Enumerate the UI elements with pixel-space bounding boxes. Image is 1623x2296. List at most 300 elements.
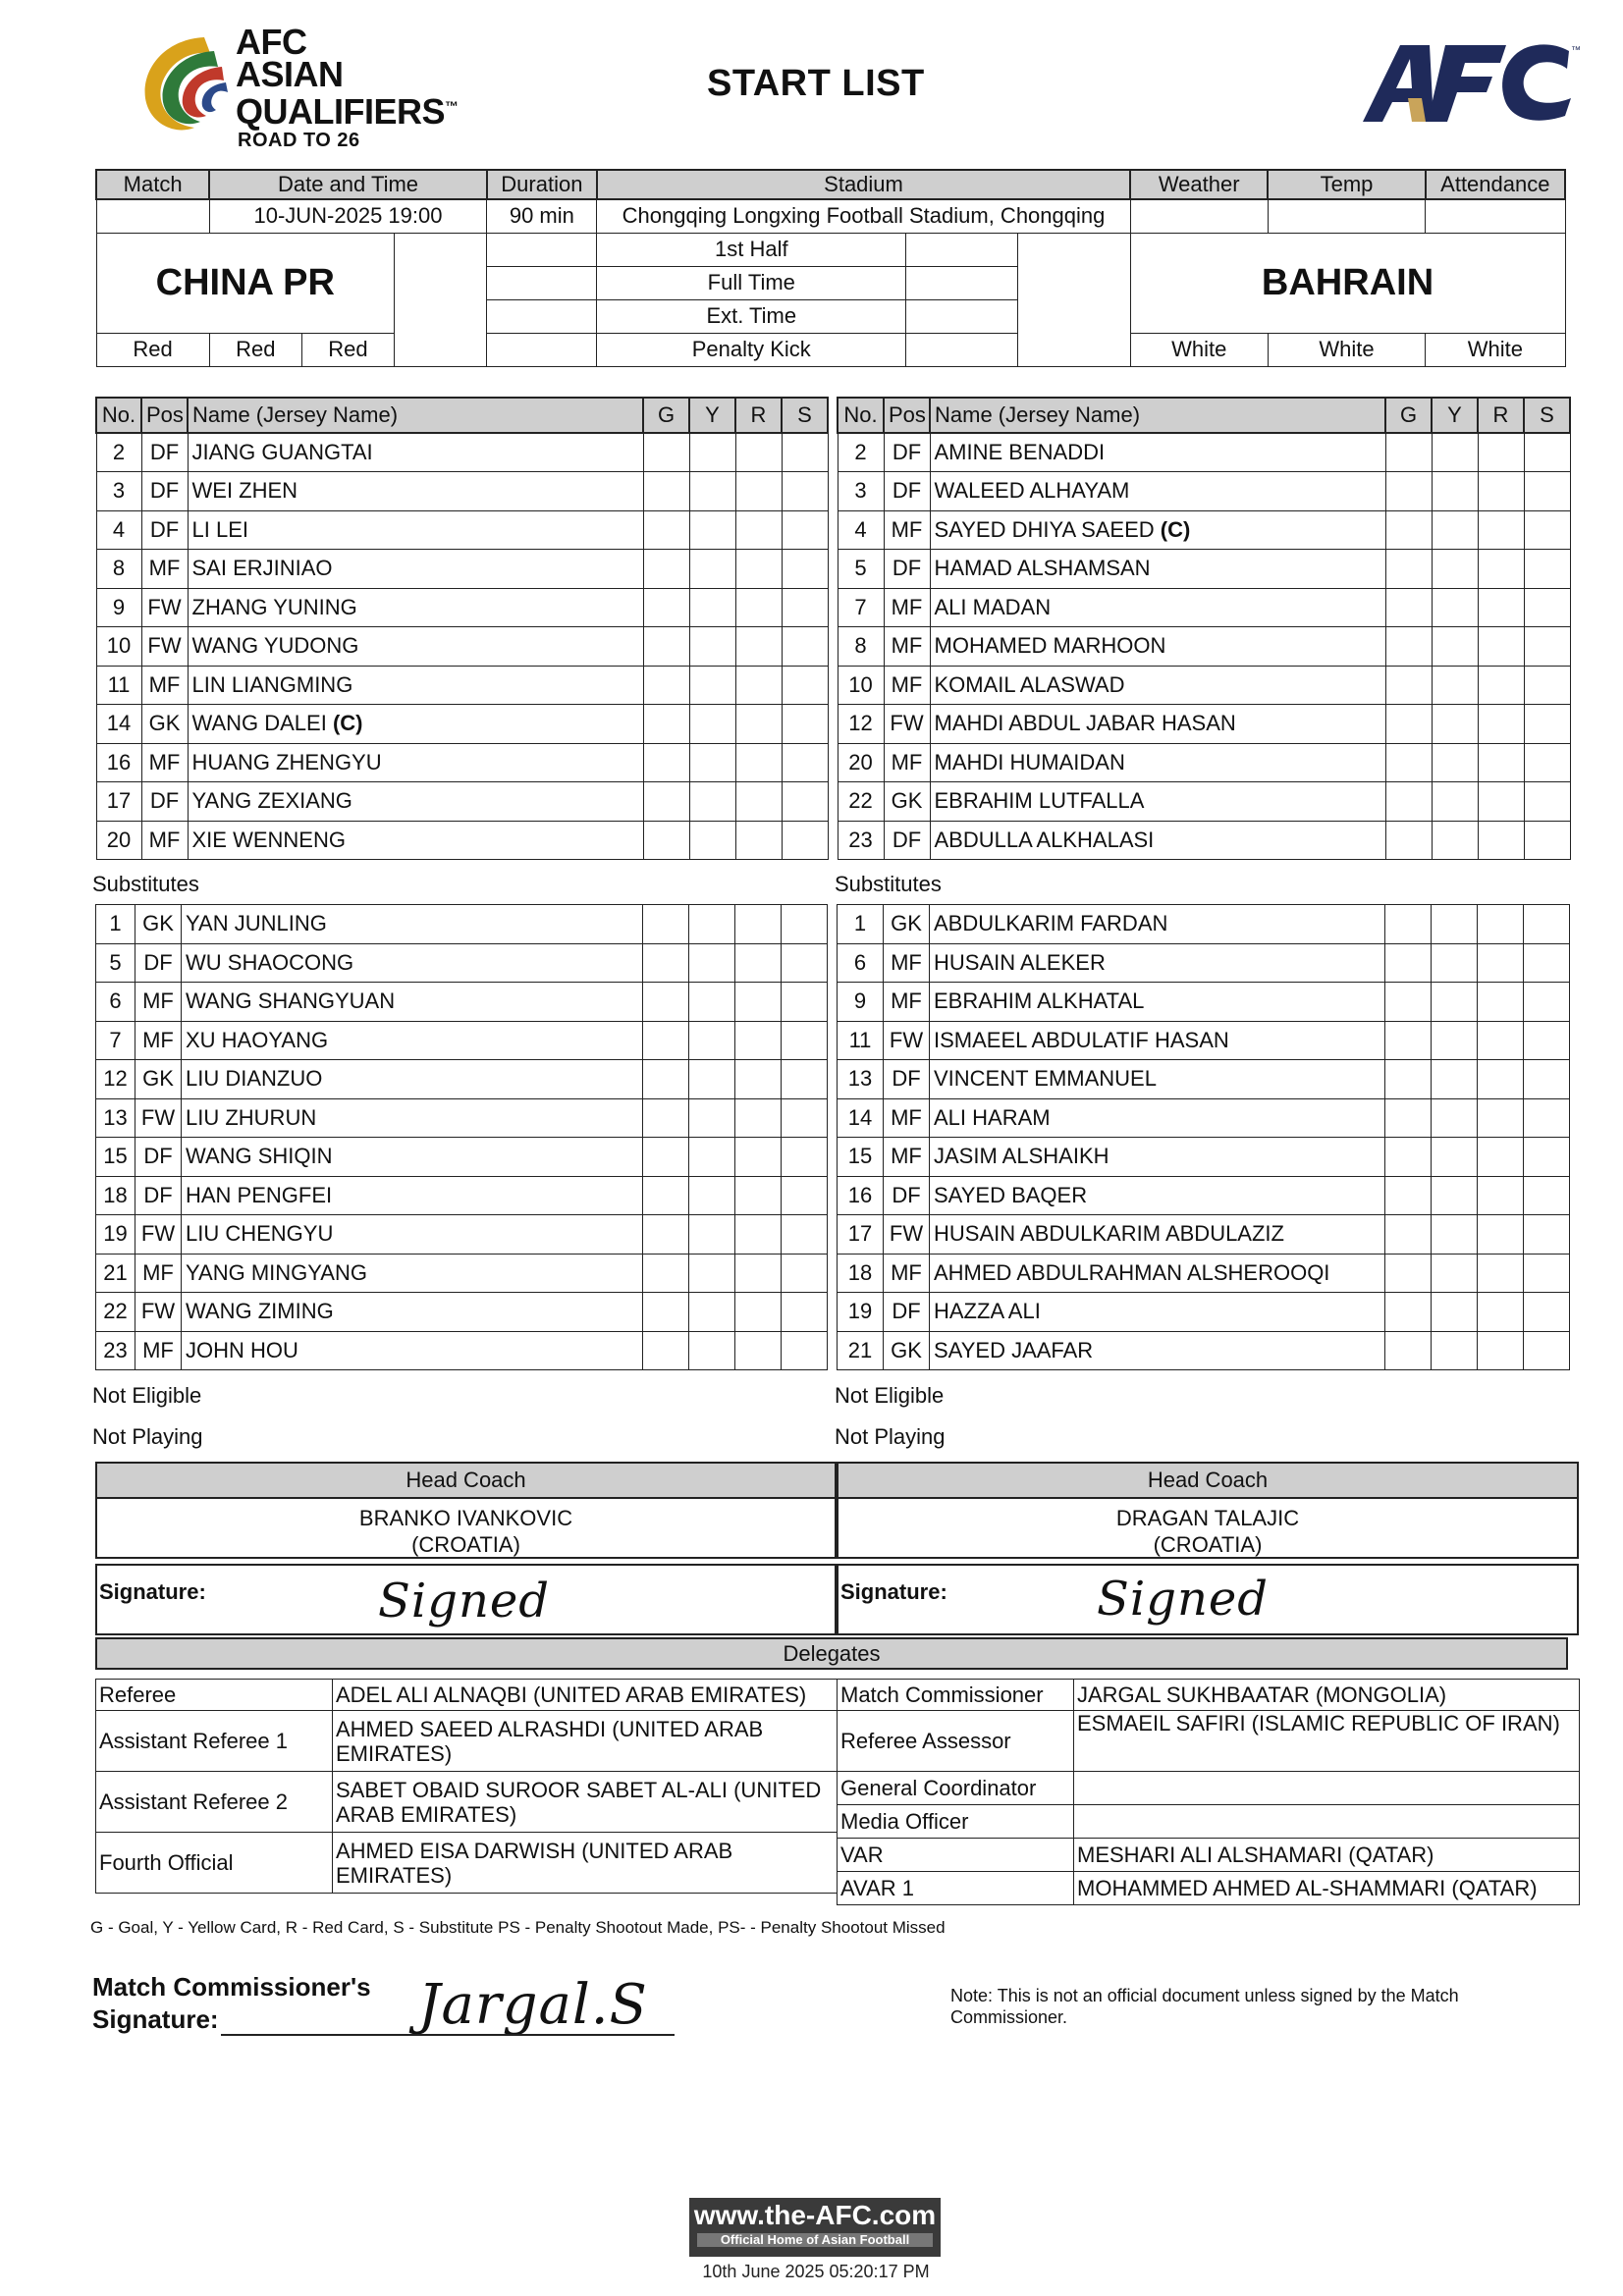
delegate-role: Fourth Official xyxy=(96,1833,333,1894)
player-no: 12 xyxy=(96,1060,135,1099)
player-name xyxy=(182,1060,643,1099)
player-g-cell xyxy=(1385,472,1432,511)
home-substitutes-table xyxy=(95,904,828,1370)
player-name-text: WANG DALEI xyxy=(191,711,327,736)
delegate-role: Assistant Referee 2 xyxy=(96,1772,333,1833)
player-row xyxy=(96,472,828,511)
player-y-cell xyxy=(689,743,735,782)
home-score-box xyxy=(395,233,487,366)
match-info-values-row xyxy=(96,199,1565,233)
player-y-cell xyxy=(689,905,735,944)
weather-value xyxy=(1130,199,1268,233)
player-row xyxy=(96,1331,828,1370)
player-name xyxy=(188,550,643,589)
player-y-cell xyxy=(1432,943,1478,983)
player-pos: MF xyxy=(884,1138,930,1177)
roster-header-r: R xyxy=(735,398,782,433)
player-name xyxy=(188,782,643,822)
player-s-cell xyxy=(782,1331,828,1370)
player-pos: MF xyxy=(884,743,930,782)
player-name xyxy=(930,782,1385,822)
delegate-row xyxy=(838,1772,1580,1805)
player-r-cell xyxy=(735,1293,782,1332)
player-pos: FW xyxy=(135,1098,182,1138)
delegate-row xyxy=(838,1839,1580,1872)
home-substitutes-label: Substitutes xyxy=(92,872,199,896)
player-s-cell xyxy=(1524,1331,1570,1370)
delegate-name xyxy=(1074,1772,1580,1805)
player-g-cell xyxy=(643,550,689,589)
player-name xyxy=(930,1215,1385,1255)
player-pos: DF xyxy=(884,1293,930,1332)
player-pos: GK xyxy=(141,705,188,744)
player-s-cell xyxy=(1524,1293,1570,1332)
player-name xyxy=(182,905,643,944)
player-no: 21 xyxy=(96,1254,135,1293)
player-y-cell xyxy=(689,1215,735,1255)
player-no: 9 xyxy=(96,588,141,627)
legend-text: G - Goal, Y - Yellow Card, R - Red Card, S - Substitute PS - Penalty Shootout Made, PS- - Penalty Shootout Missed xyxy=(90,1918,946,1937)
roster-header-y: Y xyxy=(1432,398,1478,433)
player-no: 15 xyxy=(96,1138,135,1177)
player-no: 22 xyxy=(96,1293,135,1332)
player-no: 8 xyxy=(96,550,141,589)
player-s-cell xyxy=(1524,743,1570,782)
player-name-text: HUSAIN ABDULKARIM ABDULAZIZ xyxy=(934,1221,1284,1247)
player-no: 3 xyxy=(838,472,884,511)
player-r-cell xyxy=(735,821,782,860)
player-r-cell xyxy=(735,550,782,589)
player-no: 19 xyxy=(96,1215,135,1255)
player-row xyxy=(96,1254,828,1293)
delegate-row xyxy=(838,1872,1580,1905)
player-s-cell xyxy=(1524,983,1570,1022)
temp-value xyxy=(1268,199,1425,233)
player-r-cell xyxy=(1478,1331,1524,1370)
player-y-cell xyxy=(1432,1060,1478,1099)
player-row xyxy=(96,433,828,472)
home-team-name: CHINA PR xyxy=(96,233,395,333)
player-no: 16 xyxy=(96,743,141,782)
stadium-value: Chongqing Longxing Football Stadium, Chongqing xyxy=(597,199,1130,233)
player-name xyxy=(930,705,1385,744)
player-pos: MF xyxy=(141,743,188,782)
away-not-playing-label: Not Playing xyxy=(835,1424,946,1449)
player-g-cell xyxy=(643,821,689,860)
player-row xyxy=(96,943,828,983)
player-pos: MF xyxy=(884,943,930,983)
player-row xyxy=(96,821,828,860)
player-no: 11 xyxy=(838,1021,884,1060)
player-r-cell xyxy=(1478,1215,1524,1255)
player-y-cell xyxy=(689,1021,735,1060)
delegate-row xyxy=(96,1772,838,1833)
player-name xyxy=(182,983,643,1022)
player-row xyxy=(838,588,1570,627)
player-name xyxy=(930,1138,1385,1177)
player-r-cell xyxy=(1478,943,1524,983)
player-y-cell xyxy=(1432,550,1478,589)
away-score-box xyxy=(1018,233,1130,366)
player-name-text: ZHANG YUNING xyxy=(191,594,357,619)
player-y-cell xyxy=(1432,705,1478,744)
player-s-cell xyxy=(1524,1098,1570,1138)
roster-header-g: G xyxy=(1385,398,1432,433)
player-name-text: HAN PENGFEI xyxy=(186,1182,333,1207)
player-name xyxy=(182,1254,643,1293)
player-s-cell xyxy=(1524,1021,1570,1060)
player-r-cell xyxy=(735,743,782,782)
player-row xyxy=(96,705,828,744)
player-name-text: SAYED JAAFAR xyxy=(934,1337,1094,1362)
player-name xyxy=(930,943,1385,983)
player-r-cell xyxy=(1478,550,1524,589)
player-name xyxy=(188,666,643,705)
duration-header: Duration xyxy=(487,170,597,199)
player-name xyxy=(930,743,1385,782)
player-y-cell xyxy=(1432,1021,1478,1060)
player-row xyxy=(96,905,828,944)
player-no: 14 xyxy=(96,705,141,744)
player-row xyxy=(96,983,828,1022)
player-row xyxy=(838,1254,1570,1293)
home-coach-box xyxy=(95,1462,837,1559)
player-g-cell xyxy=(643,510,689,550)
player-r-cell xyxy=(735,782,782,822)
player-y-cell xyxy=(1432,433,1478,472)
player-y-cell xyxy=(1432,1138,1478,1177)
player-row xyxy=(838,1331,1570,1370)
player-name-text: ISMAEEL ABDULATIF HASAN xyxy=(934,1027,1229,1052)
player-y-cell xyxy=(689,943,735,983)
duration-value: 90 min xyxy=(487,199,597,233)
player-row xyxy=(96,743,828,782)
player-r-cell xyxy=(1478,821,1524,860)
delegates-right-table xyxy=(837,1679,1580,1905)
player-g-cell xyxy=(643,1331,689,1370)
player-name-text: LIN LIANGMING xyxy=(191,671,353,697)
delegate-name: ADEL ALI ALNAQBI (UNITED ARAB EMIRATES) xyxy=(333,1680,838,1711)
player-r-cell xyxy=(1478,1060,1524,1099)
roster-header-row xyxy=(838,398,1570,433)
player-s-cell xyxy=(782,1215,828,1255)
roster-header-no: No. xyxy=(838,398,884,433)
player-row xyxy=(96,1138,828,1177)
player-r-cell xyxy=(735,905,782,944)
delegate-row xyxy=(838,1680,1580,1711)
player-g-cell xyxy=(1385,821,1432,860)
player-s-cell xyxy=(1524,1138,1570,1177)
delegate-name: ESMAEIL SAFIRI (ISLAMIC REPUBLIC OF IRAN) xyxy=(1074,1711,1580,1772)
player-s-cell xyxy=(1524,705,1570,744)
player-pos: MF xyxy=(141,666,188,705)
delegate-name: SABET OBAID SUROOR SABET AL-ALI (UNITED ARAB EMIRATES) xyxy=(333,1772,838,1833)
player-no: 20 xyxy=(838,743,884,782)
player-name xyxy=(188,588,643,627)
player-g-cell xyxy=(643,983,689,1022)
player-g-cell xyxy=(1385,1138,1432,1177)
player-r-cell xyxy=(735,1021,782,1060)
player-r-cell xyxy=(735,1331,782,1370)
player-y-cell xyxy=(689,627,735,667)
player-name-text: AHMED ABDULRAHMAN ALSHEROOQI xyxy=(934,1259,1330,1285)
player-no: 18 xyxy=(838,1254,884,1293)
player-pos: MF xyxy=(135,983,182,1022)
player-y-cell xyxy=(1432,1098,1478,1138)
player-no: 17 xyxy=(96,782,141,822)
player-r-cell xyxy=(1478,627,1524,667)
player-no: 5 xyxy=(838,550,884,589)
player-pos: DF xyxy=(884,433,930,472)
player-row xyxy=(838,743,1570,782)
player-r-cell xyxy=(735,627,782,667)
player-s-cell xyxy=(782,510,828,550)
player-no: 8 xyxy=(838,627,884,667)
player-name-text: JASIM ALSHAIKH xyxy=(934,1144,1109,1169)
player-y-cell xyxy=(1432,821,1478,860)
player-no: 15 xyxy=(838,1138,884,1177)
player-y-cell xyxy=(689,588,735,627)
player-y-cell xyxy=(689,666,735,705)
signature-line xyxy=(221,2034,675,2036)
player-r-cell xyxy=(735,472,782,511)
player-g-cell xyxy=(1385,433,1432,472)
player-pos: FW xyxy=(141,588,188,627)
delegate-role: Referee Assessor xyxy=(838,1711,1074,1772)
player-pos: DF xyxy=(141,433,188,472)
player-no: 2 xyxy=(838,433,884,472)
player-row xyxy=(838,472,1570,511)
player-name-text: SAI ERJINIAO xyxy=(191,556,333,581)
delegates-header: Delegates xyxy=(95,1637,1568,1670)
player-y-cell xyxy=(689,983,735,1022)
player-s-cell xyxy=(1524,510,1570,550)
player-row xyxy=(838,821,1570,860)
player-name xyxy=(930,433,1385,472)
player-y-cell xyxy=(1432,1215,1478,1255)
player-name-text: WANG SHIQIN xyxy=(186,1144,333,1169)
player-row xyxy=(96,1021,828,1060)
player-no: 22 xyxy=(838,782,884,822)
player-pos: DF xyxy=(884,821,930,860)
player-name xyxy=(930,510,1385,550)
roster-header-y: Y xyxy=(689,398,735,433)
player-pos: FW xyxy=(884,1215,930,1255)
player-r-cell xyxy=(1478,1254,1524,1293)
player-g-cell xyxy=(1385,782,1432,822)
player-pos: MF xyxy=(884,588,930,627)
player-y-cell xyxy=(1432,510,1478,550)
player-name xyxy=(930,550,1385,589)
delegates-left-table xyxy=(95,1679,838,1894)
player-pos: FW xyxy=(141,627,188,667)
afc-logo-mark-icon xyxy=(1363,39,1579,130)
delegate-name: AHMED SAEED ALRASHDI (UNITED ARAB EMIRATES) xyxy=(333,1711,838,1772)
player-y-cell xyxy=(689,550,735,589)
player-s-cell xyxy=(1524,627,1570,667)
player-r-cell xyxy=(1478,666,1524,705)
player-r-cell xyxy=(735,943,782,983)
player-name-text: YANG MINGYANG xyxy=(186,1259,367,1285)
player-r-cell xyxy=(1478,472,1524,511)
player-name-text: HUANG ZHENGYU xyxy=(191,749,382,774)
away-team-name: BAHRAIN xyxy=(1130,233,1565,333)
player-s-cell xyxy=(782,1176,828,1215)
player-name xyxy=(188,821,643,860)
player-y-cell xyxy=(689,1254,735,1293)
delegate-row xyxy=(838,1805,1580,1839)
player-no: 19 xyxy=(838,1293,884,1332)
svg-text:™: ™ xyxy=(1571,45,1581,56)
player-r-cell xyxy=(1478,705,1524,744)
player-no: 13 xyxy=(838,1060,884,1099)
player-s-cell xyxy=(1524,821,1570,860)
player-r-cell xyxy=(735,1254,782,1293)
player-pos: GK xyxy=(135,1060,182,1099)
player-g-cell xyxy=(643,782,689,822)
player-pos: DF xyxy=(141,782,188,822)
player-name xyxy=(930,1331,1385,1370)
away-coach-box xyxy=(837,1462,1579,1559)
player-name xyxy=(182,943,643,983)
delegate-role: Match Commissioner xyxy=(838,1680,1074,1711)
player-g-cell xyxy=(1385,943,1432,983)
delegate-role: Assistant Referee 1 xyxy=(96,1711,333,1772)
player-r-cell xyxy=(735,1098,782,1138)
player-g-cell xyxy=(1385,627,1432,667)
player-pos: MF xyxy=(135,1331,182,1370)
player-row xyxy=(838,666,1570,705)
player-pos: MF xyxy=(135,1254,182,1293)
match-info-header-row xyxy=(96,170,1565,199)
player-y-cell xyxy=(1432,905,1478,944)
player-name-text: YANG ZEXIANG xyxy=(191,788,352,814)
player-name-text: VINCENT EMMANUEL xyxy=(934,1066,1157,1092)
captain-marker: (C) xyxy=(1160,516,1191,542)
player-no: 2 xyxy=(96,433,141,472)
player-name xyxy=(182,1098,643,1138)
player-s-cell xyxy=(1524,1215,1570,1255)
player-y-cell xyxy=(689,1138,735,1177)
match-info-table xyxy=(95,169,1566,367)
player-name-text: EBRAHIM ALKHATAL xyxy=(934,988,1145,1014)
logo-wordmark: AFC ASIAN QUALIFIERS™ xyxy=(236,22,459,132)
player-row xyxy=(96,1293,828,1332)
player-name-text: XIE WENNENG xyxy=(191,827,346,852)
roster-header-s: S xyxy=(782,398,828,433)
roster-header-name: Name (Jersey Name) xyxy=(930,398,1385,433)
home-not-eligible-label: Not Eligible xyxy=(92,1383,202,1408)
player-name-text: LIU ZHURUN xyxy=(186,1104,317,1130)
delegate-name: MESHARI ALI ALSHAMARI (QATAR) xyxy=(1074,1839,1580,1872)
player-no: 18 xyxy=(96,1176,135,1215)
delegate-name: AHMED EISA DARWISH (UNITED ARAB EMIRATES) xyxy=(333,1833,838,1894)
player-s-cell xyxy=(782,943,828,983)
player-pos: DF xyxy=(884,1060,930,1099)
player-g-cell xyxy=(643,472,689,511)
player-row xyxy=(838,1060,1570,1099)
player-s-cell xyxy=(782,782,828,822)
afc-asian-qualifiers-logo xyxy=(135,22,489,164)
away-ext-time-score xyxy=(906,299,1018,333)
player-g-cell xyxy=(1385,743,1432,782)
player-pos: GK xyxy=(135,905,182,944)
player-pos: MF xyxy=(884,983,930,1022)
player-row xyxy=(838,905,1570,944)
home-starters-table xyxy=(95,397,829,860)
player-y-cell xyxy=(1432,782,1478,822)
player-pos: GK xyxy=(884,1331,930,1370)
home-coach-header: Head Coach xyxy=(97,1464,835,1499)
player-r-cell xyxy=(1478,983,1524,1022)
player-name xyxy=(930,1060,1385,1099)
player-row xyxy=(838,1138,1570,1177)
player-row xyxy=(96,1060,828,1099)
website-tagline: Official Home of Asian Football xyxy=(697,2233,933,2247)
player-name xyxy=(930,983,1385,1022)
player-row xyxy=(96,627,828,667)
period-1st-half: 1st Half xyxy=(597,233,906,266)
player-pos: MF xyxy=(884,666,930,705)
player-g-cell xyxy=(1385,1098,1432,1138)
player-name-text: HAMAD ALSHAMSAN xyxy=(934,556,1151,581)
player-name xyxy=(188,472,643,511)
period-full-time: Full Time xyxy=(597,266,906,299)
player-r-cell xyxy=(735,705,782,744)
away-substitutes-label: Substitutes xyxy=(835,872,942,896)
player-y-cell xyxy=(689,1098,735,1138)
player-s-cell xyxy=(1524,1254,1570,1293)
player-s-cell xyxy=(782,472,828,511)
player-y-cell xyxy=(689,821,735,860)
player-row xyxy=(838,782,1570,822)
player-name xyxy=(930,627,1385,667)
player-name-text: LIU DIANZUO xyxy=(186,1066,323,1092)
player-s-cell xyxy=(1524,550,1570,589)
player-pos: DF xyxy=(884,472,930,511)
player-g-cell xyxy=(1385,1215,1432,1255)
player-row xyxy=(96,666,828,705)
temp-header: Temp xyxy=(1268,170,1425,199)
player-no: 13 xyxy=(96,1098,135,1138)
weather-header: Weather xyxy=(1130,170,1268,199)
player-g-cell xyxy=(1385,1293,1432,1332)
captain-marker: (C) xyxy=(332,711,363,736)
player-s-cell xyxy=(1524,472,1570,511)
player-pos: DF xyxy=(141,472,188,511)
player-s-cell xyxy=(1524,666,1570,705)
player-y-cell xyxy=(689,1060,735,1099)
away-full-time-score xyxy=(906,266,1018,299)
delegate-role: AVAR 1 xyxy=(838,1872,1074,1905)
player-pos: DF xyxy=(135,943,182,983)
delegate-role: General Coordinator xyxy=(838,1772,1074,1805)
score-row-1 xyxy=(96,233,1565,266)
player-name xyxy=(182,1331,643,1370)
player-pos: DF xyxy=(135,1176,182,1215)
home-signature: Signed xyxy=(378,1574,551,1629)
player-name xyxy=(930,821,1385,860)
player-name xyxy=(930,666,1385,705)
player-no: 1 xyxy=(96,905,135,944)
player-no: 17 xyxy=(838,1215,884,1255)
player-name-text: LIU CHENGYU xyxy=(186,1221,334,1247)
home-coach-name: BRANKO IVANKOVIC (CROATIA) xyxy=(358,1506,573,1557)
date-time-value: 10-JUN-2025 19:00 xyxy=(209,199,487,233)
player-name xyxy=(182,1215,643,1255)
player-name xyxy=(188,743,643,782)
player-no: 21 xyxy=(838,1331,884,1370)
